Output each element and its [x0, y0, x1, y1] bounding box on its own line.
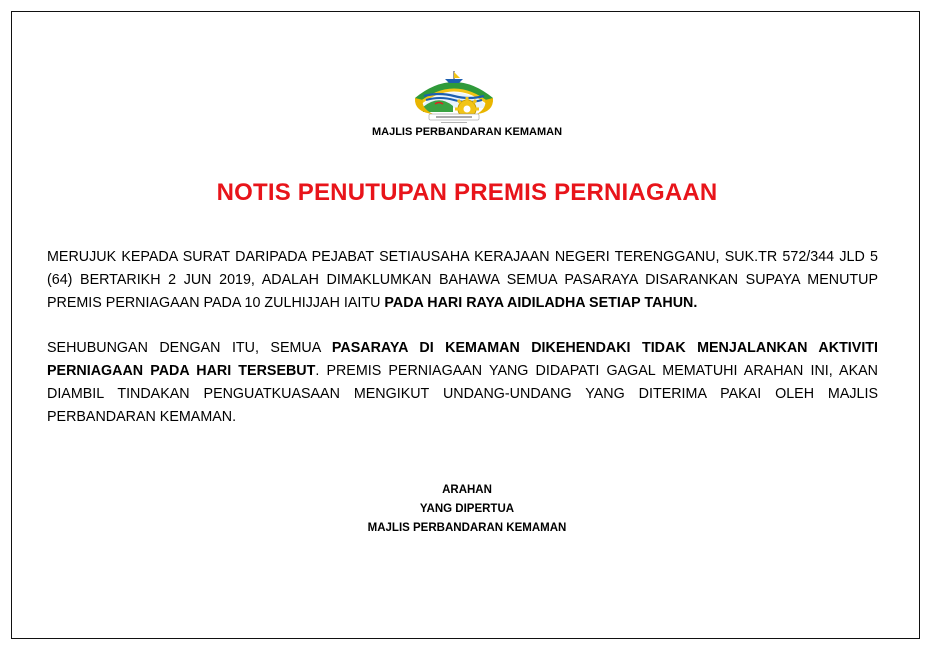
signature-block: [0, 481, 934, 538]
notice-paragraph-2: [47, 337, 878, 429]
paragraph-2-text-end: . PREMIS PERNIAGAAN YANG DIDAPATI GAGAL MEMATUHI ARAHAN INI, AKAN DIAMBIL TINDAKAN PENGUATKUASAAN MENGIKUT UNDANG-UNDANG YANG DITERIMA PAKAI OLEH MAJLIS PERBANDARAN KEMAMAN.: [47, 363, 878, 425]
signature-line-title: YANG DIPERTUA: [419, 503, 515, 515]
notice-paragraph-1: [47, 246, 878, 315]
paragraph-2-emphasis: PASARAYA DI KEMAMAN DIKEHENDAKI TIDAK MENJALANKAN AKTIVITI PERNIAGAAN PADA HARI TERSEBUT: [47, 340, 878, 379]
paragraph-1-text: MERUJUK KEPADA SURAT DARIPADA PEJABAT SETIAUSAHA KERAJAAN NEGERI TERENGGANU, SUK.TR 572/344 JLD 5 (64) BERTARIKH 2 JUN 2019, ADALAH DIMAKLUMKAN BAHAWA SEMUA PASARAYA DISARANKAN SUPAYA MENUTUP PREMIS PERNIAGAAN PADA 10 ZULHIJJAH IAITU: [47, 249, 878, 311]
paragraph-1-emphasis: PADA HARI RAYA AIDILADHA SETIAP TAHUN.: [384, 295, 698, 311]
signature-line-organization: MAJLIS PERBANDARAN KEMAMAN: [367, 522, 567, 534]
notice-title: NOTIS PENUTUPAN PREMIS PERNIAGAAN: [216, 179, 718, 206]
paragraph-2-text-start: SEHUBUNGAN DENGAN ITU, SEMUA: [47, 340, 332, 356]
organization-name: MAJLIS PERBANDARAN KEMAMAN: [371, 126, 563, 138]
council-crest-logo: [409, 68, 499, 126]
signature-line-directive: ARAHAN: [442, 484, 492, 496]
